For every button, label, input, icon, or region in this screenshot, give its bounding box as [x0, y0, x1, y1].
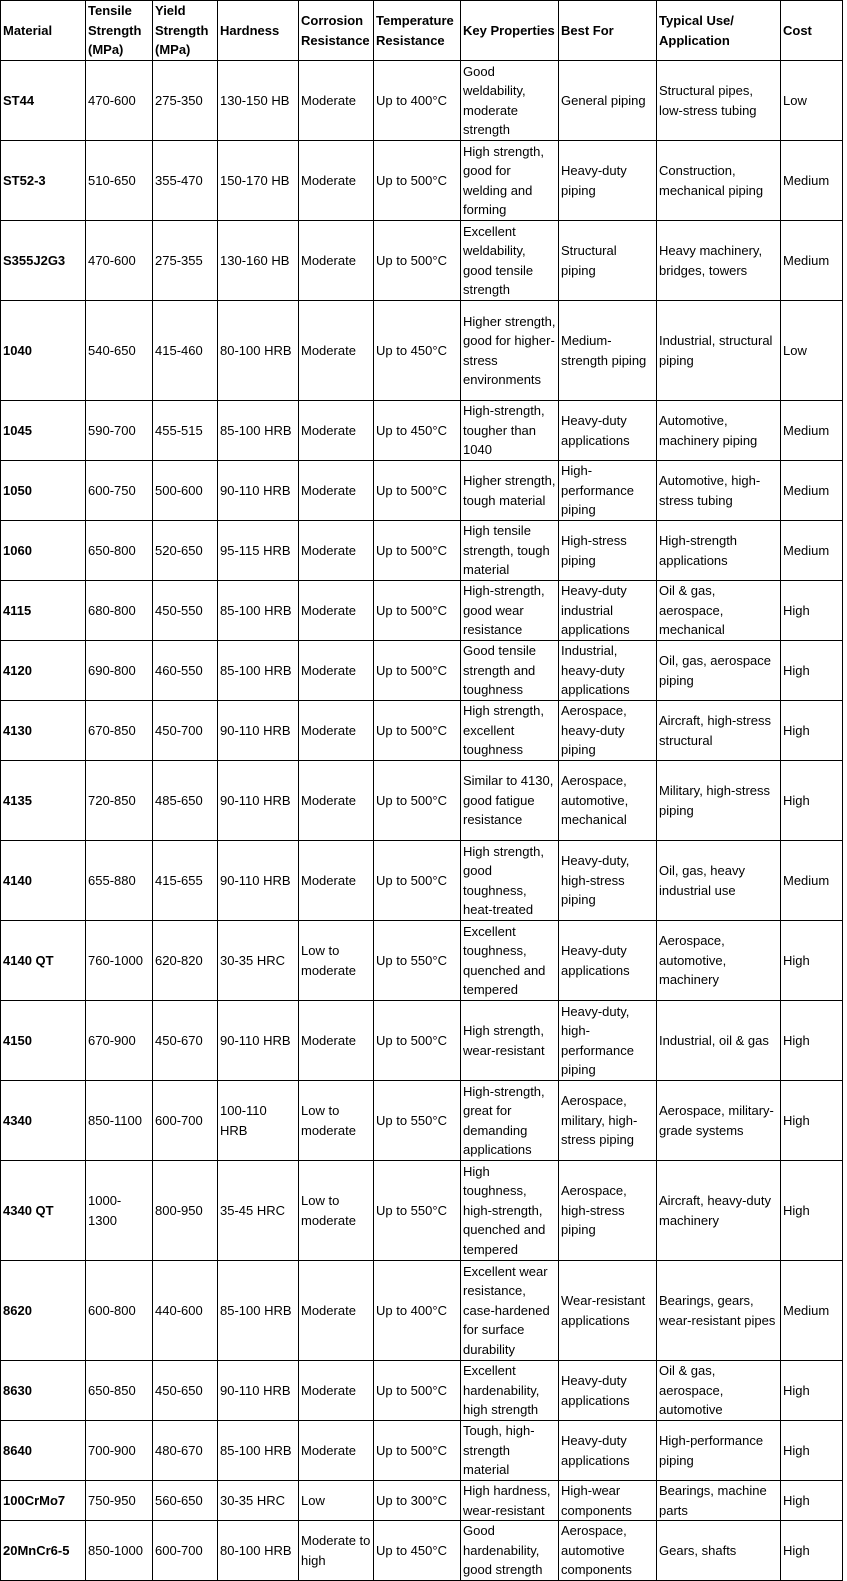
best-for-cell: Heavy-duty applications	[559, 401, 657, 461]
cost-cell: High	[781, 1421, 843, 1481]
table-row	[1, 921, 843, 1001]
material-cell: 100CrMo7	[1, 1481, 86, 1521]
cost-cell: High	[781, 1161, 843, 1261]
best-for-cell: Aerospace, high-stress piping	[559, 1161, 657, 1261]
yield-strength-cell: 455-515	[153, 401, 218, 461]
key-properties-cell: Excellent weldability, good tensile strength	[461, 221, 559, 301]
yield-strength-cell: 485-650	[153, 761, 218, 841]
corrosion-resistance-cell: Moderate	[299, 61, 374, 141]
hardness-cell: 130-160 HB	[218, 221, 299, 301]
header-best-for: Best For	[559, 1, 657, 61]
header-yield-strength: Yield Strength (MPa)	[153, 1, 218, 61]
yield-strength-cell: 800-950	[153, 1161, 218, 1261]
table-row	[1, 1001, 843, 1081]
tensile-strength-cell: 850-1000	[86, 1521, 153, 1581]
best-for-cell: High-performance piping	[559, 461, 657, 521]
typical-use-cell: Bearings, machine parts	[657, 1481, 781, 1521]
key-properties-cell: Higher strength, good for higher-stress environments	[461, 301, 559, 401]
key-properties-cell: Good weldability, moderate strength	[461, 61, 559, 141]
hardness-cell: 30-35 HRC	[218, 921, 299, 1001]
best-for-cell: Heavy-duty applications	[559, 921, 657, 1001]
corrosion-resistance-cell: Moderate	[299, 761, 374, 841]
table-row	[1, 841, 843, 921]
corrosion-resistance-cell: Moderate	[299, 141, 374, 221]
hardness-cell: 80-100 HRB	[218, 1521, 299, 1581]
tensile-strength-cell: 650-800	[86, 521, 153, 581]
best-for-cell: Aerospace, heavy-duty piping	[559, 701, 657, 761]
yield-strength-cell: 275-355	[153, 221, 218, 301]
material-cell: ST44	[1, 61, 86, 141]
corrosion-resistance-cell: Moderate	[299, 401, 374, 461]
cost-cell: High	[781, 1001, 843, 1081]
header-corrosion-resistance: Corrosion Resistance	[299, 1, 374, 61]
hardness-cell: 100-110 HRB	[218, 1081, 299, 1161]
cost-cell: Medium	[781, 521, 843, 581]
yield-strength-cell: 440-600	[153, 1261, 218, 1361]
cost-cell: High	[781, 581, 843, 641]
key-properties-cell: High hardness, wear-resistant	[461, 1481, 559, 1521]
yield-strength-cell: 450-550	[153, 581, 218, 641]
corrosion-resistance-cell: Moderate	[299, 641, 374, 701]
tensile-strength-cell: 470-600	[86, 61, 153, 141]
cost-cell: Medium	[781, 461, 843, 521]
typical-use-cell: Military, high-stress piping	[657, 761, 781, 841]
temperature-resistance-cell: Up to 450°C	[374, 401, 461, 461]
yield-strength-cell: 560-650	[153, 1481, 218, 1521]
hardness-cell: 30-35 HRC	[218, 1481, 299, 1521]
cost-cell: Medium	[781, 221, 843, 301]
typical-use-cell: Aircraft, high-stress structural	[657, 701, 781, 761]
tensile-strength-cell: 670-850	[86, 701, 153, 761]
best-for-cell: Aerospace, automotive components	[559, 1521, 657, 1581]
typical-use-cell: Aerospace, military-grade systems	[657, 1081, 781, 1161]
key-properties-cell: High tensile strength, tough material	[461, 521, 559, 581]
table-row	[1, 581, 843, 641]
hardness-cell: 85-100 HRB	[218, 401, 299, 461]
best-for-cell: Medium-strength piping	[559, 301, 657, 401]
table-row	[1, 1421, 843, 1481]
tensile-strength-cell: 1000-1300	[86, 1161, 153, 1261]
material-cell: 4130	[1, 701, 86, 761]
yield-strength-cell: 600-700	[153, 1521, 218, 1581]
cost-cell: High	[781, 641, 843, 701]
hardness-cell: 90-110 HRB	[218, 841, 299, 921]
table-row	[1, 701, 843, 761]
tensile-strength-cell: 680-800	[86, 581, 153, 641]
best-for-cell: Heavy-duty, high-performance piping	[559, 1001, 657, 1081]
cost-cell: Medium	[781, 401, 843, 461]
cost-cell: High	[781, 1361, 843, 1421]
yield-strength-cell: 275-350	[153, 61, 218, 141]
key-properties-cell: High toughness, high-strength, quenched and tempered	[461, 1161, 559, 1261]
hardness-cell: 85-100 HRB	[218, 581, 299, 641]
hardness-cell: 150-170 HB	[218, 141, 299, 221]
tensile-strength-cell: 750-950	[86, 1481, 153, 1521]
table-row	[1, 221, 843, 301]
typical-use-cell: Aerospace, automotive, machinery	[657, 921, 781, 1001]
header-cost: Cost	[781, 1, 843, 61]
hardness-cell: 90-110 HRB	[218, 461, 299, 521]
temperature-resistance-cell: Up to 500°C	[374, 581, 461, 641]
cost-cell: High	[781, 1521, 843, 1581]
material-cell: 8620	[1, 1261, 86, 1361]
temperature-resistance-cell: Up to 300°C	[374, 1481, 461, 1521]
key-properties-cell: Tough, high-strength material	[461, 1421, 559, 1481]
hardness-cell: 85-100 HRB	[218, 1421, 299, 1481]
cost-cell: Low	[781, 301, 843, 401]
typical-use-cell: High-strength applications	[657, 521, 781, 581]
hardness-cell: 90-110 HRB	[218, 1361, 299, 1421]
material-cell: 1060	[1, 521, 86, 581]
material-cell: 4120	[1, 641, 86, 701]
table-row	[1, 1081, 843, 1161]
temperature-resistance-cell: Up to 500°C	[374, 701, 461, 761]
best-for-cell: Structural piping	[559, 221, 657, 301]
key-properties-cell: Excellent hardenability, high strength	[461, 1361, 559, 1421]
material-cell: ST52-3	[1, 141, 86, 221]
material-cell: 1050	[1, 461, 86, 521]
header-typical-use: Typical Use/ Application	[657, 1, 781, 61]
tensile-strength-cell: 600-800	[86, 1261, 153, 1361]
best-for-cell: Industrial, heavy-duty applications	[559, 641, 657, 701]
hardness-cell: 80-100 HRB	[218, 301, 299, 401]
header-material: Material	[1, 1, 86, 61]
best-for-cell: Wear-resistant applications	[559, 1261, 657, 1361]
material-cell: 4340 QT	[1, 1161, 86, 1261]
corrosion-resistance-cell: Low to moderate	[299, 921, 374, 1001]
table-row	[1, 1161, 843, 1261]
table-row	[1, 641, 843, 701]
best-for-cell: Heavy-duty industrial applications	[559, 581, 657, 641]
corrosion-resistance-cell: Moderate	[299, 1361, 374, 1421]
hardness-cell: 130-150 HB	[218, 61, 299, 141]
tensile-strength-cell: 670-900	[86, 1001, 153, 1081]
table-row	[1, 1481, 843, 1521]
cost-cell: Medium	[781, 141, 843, 221]
tensile-strength-cell: 650-850	[86, 1361, 153, 1421]
typical-use-cell: Industrial, oil & gas	[657, 1001, 781, 1081]
cost-cell: Low	[781, 61, 843, 141]
tensile-strength-cell: 760-1000	[86, 921, 153, 1001]
cost-cell: Medium	[781, 1261, 843, 1361]
hardness-cell: 85-100 HRB	[218, 641, 299, 701]
key-properties-cell: High strength, excellent toughness	[461, 701, 559, 761]
material-cell: 4140	[1, 841, 86, 921]
typical-use-cell: Construction, mechanical piping	[657, 141, 781, 221]
table-row	[1, 521, 843, 581]
key-properties-cell: Good hardenability, good strength	[461, 1521, 559, 1581]
cost-cell: Medium	[781, 841, 843, 921]
typical-use-cell: Gears, shafts	[657, 1521, 781, 1581]
temperature-resistance-cell: Up to 400°C	[374, 61, 461, 141]
typical-use-cell: Automotive, machinery piping	[657, 401, 781, 461]
temperature-resistance-cell: Up to 500°C	[374, 1421, 461, 1481]
material-cell: 20MnCr6-5	[1, 1521, 86, 1581]
temperature-resistance-cell: Up to 500°C	[374, 1361, 461, 1421]
typical-use-cell: Heavy machinery, bridges, towers	[657, 221, 781, 301]
best-for-cell: Aerospace, military, high-stress piping	[559, 1081, 657, 1161]
key-properties-cell: High strength, good toughness, heat-treated	[461, 841, 559, 921]
tensile-strength-cell: 540-650	[86, 301, 153, 401]
key-properties-cell: High-strength, good wear resistance	[461, 581, 559, 641]
corrosion-resistance-cell: Moderate	[299, 1421, 374, 1481]
tensile-strength-cell: 850-1100	[86, 1081, 153, 1161]
table-row	[1, 1261, 843, 1361]
table-row	[1, 301, 843, 401]
corrosion-resistance-cell: Moderate	[299, 841, 374, 921]
yield-strength-cell: 415-460	[153, 301, 218, 401]
yield-strength-cell: 620-820	[153, 921, 218, 1001]
corrosion-resistance-cell: Moderate	[299, 521, 374, 581]
header-row	[1, 1, 843, 61]
hardness-cell: 90-110 HRB	[218, 761, 299, 841]
key-properties-cell: High strength, good for welding and forming	[461, 141, 559, 221]
best-for-cell: Aerospace, automotive, mechanical	[559, 761, 657, 841]
best-for-cell: General piping	[559, 61, 657, 141]
temperature-resistance-cell: Up to 500°C	[374, 761, 461, 841]
typical-use-cell: Oil, gas, aerospace piping	[657, 641, 781, 701]
material-cell: 4135	[1, 761, 86, 841]
cost-cell: High	[781, 761, 843, 841]
cost-cell: High	[781, 1081, 843, 1161]
temperature-resistance-cell: Up to 500°C	[374, 461, 461, 521]
tensile-strength-cell: 655-880	[86, 841, 153, 921]
tensile-strength-cell: 470-600	[86, 221, 153, 301]
temperature-resistance-cell: Up to 500°C	[374, 841, 461, 921]
material-cell: 1045	[1, 401, 86, 461]
yield-strength-cell: 600-700	[153, 1081, 218, 1161]
cost-cell: High	[781, 921, 843, 1001]
best-for-cell: Heavy-duty, high-stress piping	[559, 841, 657, 921]
corrosion-resistance-cell: Moderate	[299, 1001, 374, 1081]
yield-strength-cell: 450-670	[153, 1001, 218, 1081]
best-for-cell: Heavy-duty applications	[559, 1361, 657, 1421]
material-cell: 8640	[1, 1421, 86, 1481]
cost-cell: High	[781, 701, 843, 761]
yield-strength-cell: 415-655	[153, 841, 218, 921]
best-for-cell: High-wear components	[559, 1481, 657, 1521]
material-cell: 4150	[1, 1001, 86, 1081]
tensile-strength-cell: 720-850	[86, 761, 153, 841]
header-temperature-resistance: Temperature Resistance	[374, 1, 461, 61]
typical-use-cell: Industrial, structural piping	[657, 301, 781, 401]
typical-use-cell: Oil, gas, heavy industrial use	[657, 841, 781, 921]
material-cell: 8630	[1, 1361, 86, 1421]
table-body	[1, 61, 843, 1581]
corrosion-resistance-cell: Moderate	[299, 701, 374, 761]
tensile-strength-cell: 600-750	[86, 461, 153, 521]
table-row	[1, 761, 843, 841]
header-key-properties: Key Properties	[461, 1, 559, 61]
hardness-cell: 85-100 HRB	[218, 1261, 299, 1361]
table-row	[1, 401, 843, 461]
header-hardness: Hardness	[218, 1, 299, 61]
temperature-resistance-cell: Up to 500°C	[374, 521, 461, 581]
table-row	[1, 1521, 843, 1581]
typical-use-cell: Aircraft, heavy-duty machinery	[657, 1161, 781, 1261]
best-for-cell: Heavy-duty piping	[559, 141, 657, 221]
key-properties-cell: Similar to 4130, good fatigue resistance	[461, 761, 559, 841]
temperature-resistance-cell: Up to 400°C	[374, 1261, 461, 1361]
corrosion-resistance-cell: Moderate	[299, 581, 374, 641]
tensile-strength-cell: 700-900	[86, 1421, 153, 1481]
header-tensile-strength: Tensile Strength (MPa)	[86, 1, 153, 61]
temperature-resistance-cell: Up to 550°C	[374, 1161, 461, 1261]
tensile-strength-cell: 510-650	[86, 141, 153, 221]
typical-use-cell: Structural pipes, low-stress tubing	[657, 61, 781, 141]
material-cell: 1040	[1, 301, 86, 401]
typical-use-cell: Automotive, high-stress tubing	[657, 461, 781, 521]
yield-strength-cell: 450-650	[153, 1361, 218, 1421]
temperature-resistance-cell: Up to 500°C	[374, 641, 461, 701]
table-row	[1, 1361, 843, 1421]
typical-use-cell: High-performance piping	[657, 1421, 781, 1481]
corrosion-resistance-cell: Low	[299, 1481, 374, 1521]
temperature-resistance-cell: Up to 450°C	[374, 301, 461, 401]
key-properties-cell: Excellent toughness, quenched and tempered	[461, 921, 559, 1001]
corrosion-resistance-cell: Moderate	[299, 1261, 374, 1361]
yield-strength-cell: 450-700	[153, 701, 218, 761]
tensile-strength-cell: 590-700	[86, 401, 153, 461]
material-cell: 4340	[1, 1081, 86, 1161]
yield-strength-cell: 460-550	[153, 641, 218, 701]
yield-strength-cell: 500-600	[153, 461, 218, 521]
hardness-cell: 90-110 HRB	[218, 1001, 299, 1081]
temperature-resistance-cell: Up to 500°C	[374, 221, 461, 301]
best-for-cell: Heavy-duty applications	[559, 1421, 657, 1481]
key-properties-cell: Excellent wear resistance, case-hardened for surface durability	[461, 1261, 559, 1361]
temperature-resistance-cell: Up to 550°C	[374, 1081, 461, 1161]
typical-use-cell: Oil & gas, aerospace, automotive	[657, 1361, 781, 1421]
best-for-cell: High-stress piping	[559, 521, 657, 581]
temperature-resistance-cell: Up to 550°C	[374, 921, 461, 1001]
material-cell: 4115	[1, 581, 86, 641]
corrosion-resistance-cell: Moderate	[299, 301, 374, 401]
tensile-strength-cell: 690-800	[86, 641, 153, 701]
table-row	[1, 61, 843, 141]
key-properties-cell: Good tensile strength and toughness	[461, 641, 559, 701]
table-row	[1, 461, 843, 521]
hardness-cell: 35-45 HRC	[218, 1161, 299, 1261]
hardness-cell: 90-110 HRB	[218, 701, 299, 761]
typical-use-cell: Bearings, gears, wear-resistant pipes	[657, 1261, 781, 1361]
cost-cell: High	[781, 1481, 843, 1521]
temperature-resistance-cell: Up to 500°C	[374, 1001, 461, 1081]
material-cell: 4140 QT	[1, 921, 86, 1001]
hardness-cell: 95-115 HRB	[218, 521, 299, 581]
key-properties-cell: High strength, wear-resistant	[461, 1001, 559, 1081]
temperature-resistance-cell: Up to 500°C	[374, 141, 461, 221]
typical-use-cell: Oil & gas, aerospace, mechanical	[657, 581, 781, 641]
corrosion-resistance-cell: Moderate	[299, 461, 374, 521]
corrosion-resistance-cell: Low to moderate	[299, 1081, 374, 1161]
yield-strength-cell: 480-670	[153, 1421, 218, 1481]
yield-strength-cell: 520-650	[153, 521, 218, 581]
material-cell: S355J2G3	[1, 221, 86, 301]
corrosion-resistance-cell: Moderate	[299, 221, 374, 301]
key-properties-cell: Higher strength, tough material	[461, 461, 559, 521]
corrosion-resistance-cell: Low to moderate	[299, 1161, 374, 1261]
yield-strength-cell: 355-470	[153, 141, 218, 221]
corrosion-resistance-cell: Moderate to high	[299, 1521, 374, 1581]
key-properties-cell: High-strength, great for demanding applications	[461, 1081, 559, 1161]
temperature-resistance-cell: Up to 450°C	[374, 1521, 461, 1581]
key-properties-cell: High-strength, tougher than 1040	[461, 401, 559, 461]
table-row	[1, 141, 843, 221]
